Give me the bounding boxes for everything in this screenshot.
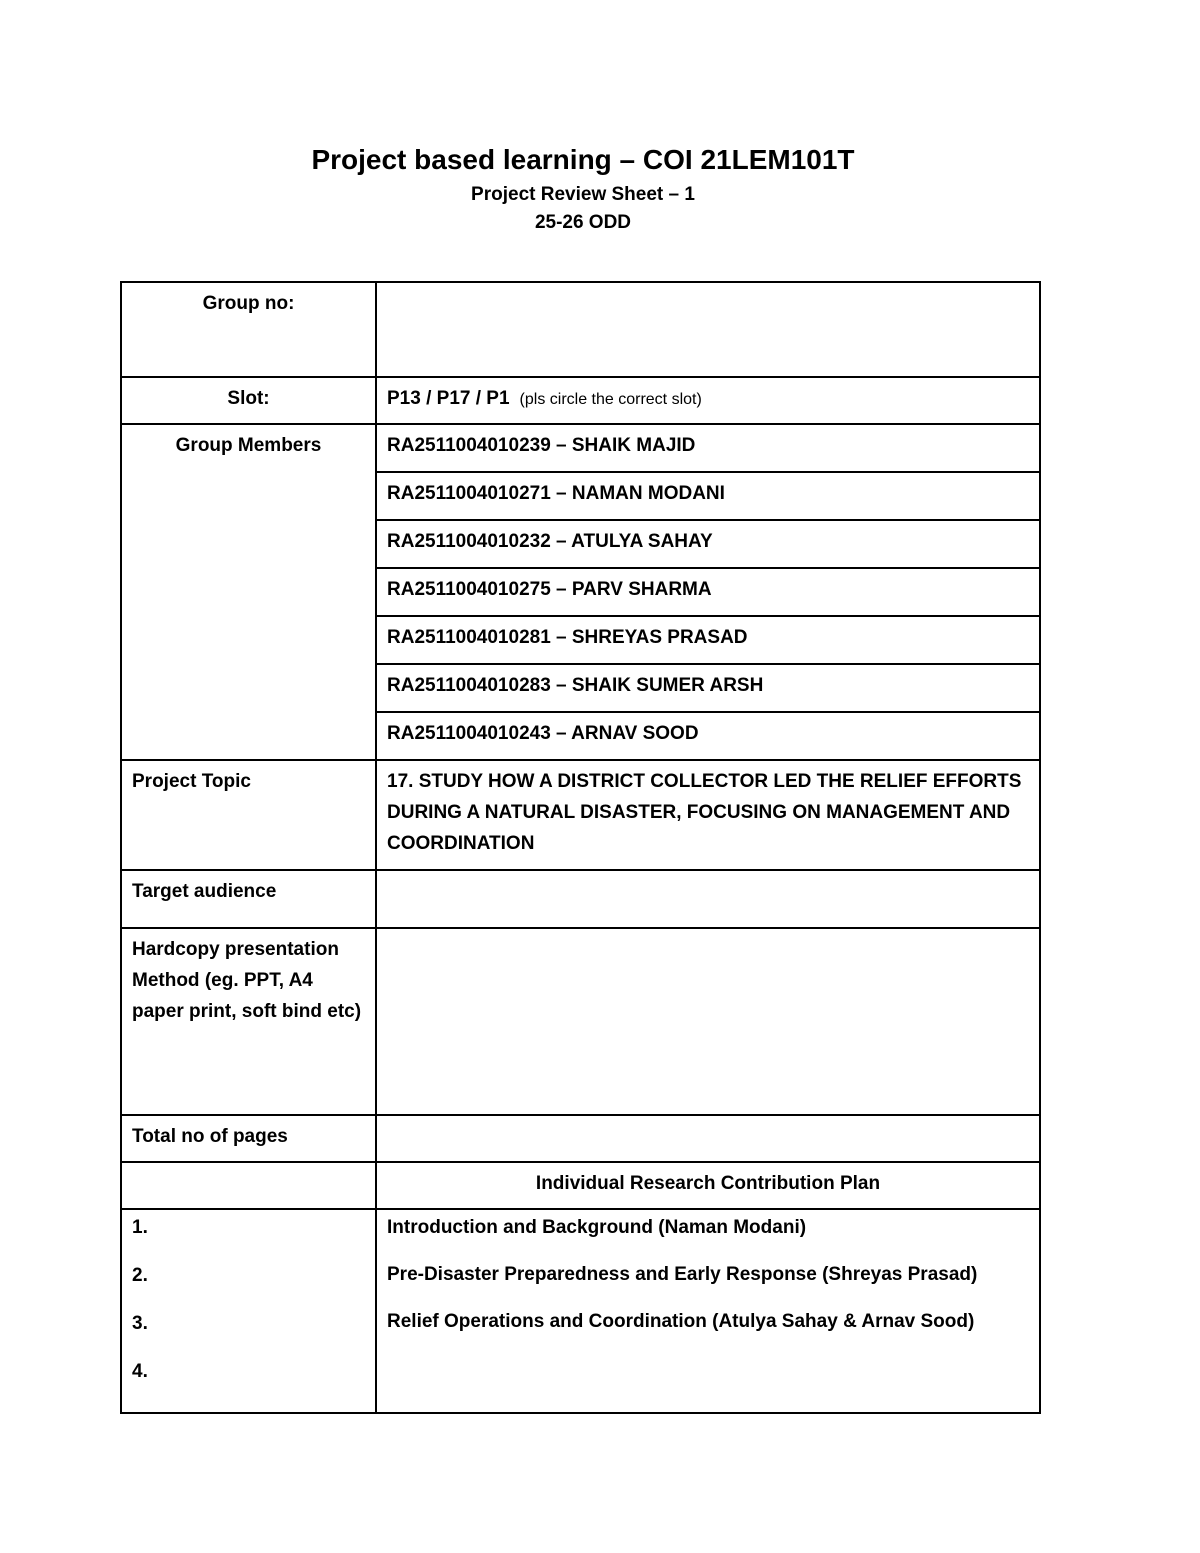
project-topic-value: 17. STUDY HOW A DISTRICT COLLECTOR LED THE RELIEF EFFORTS DURING A NATURAL DISASTER, FOCUSING ON MANAGEMENT AND COORDINATION xyxy=(376,760,1040,870)
member-cell: RA2511004010281 – SHREYAS PRASAD xyxy=(376,616,1040,664)
row-hardcopy xyxy=(121,928,1040,1115)
member-cell: RA2511004010275 – PARV SHARMA xyxy=(376,568,1040,616)
plan-number: 1. xyxy=(132,1217,148,1238)
group-no-value xyxy=(376,282,1040,377)
member-cell: RA2511004010232 – ATULYA SAHAY xyxy=(376,520,1040,568)
plan-number: 2. xyxy=(132,1265,148,1286)
row-total-pages xyxy=(121,1115,1040,1162)
row-contribution-plan xyxy=(121,1209,1040,1413)
hardcopy-value xyxy=(376,928,1040,1115)
contribution-header: Individual Research Contribution Plan xyxy=(376,1162,1040,1209)
plan-item: Introduction and Background (Naman Modani) xyxy=(387,1217,807,1238)
document-title: Project based learning – COI 21LEM101T xyxy=(311,144,855,175)
plan-item: Pre-Disaster Preparedness and Early Response (Shreyas Prasad) xyxy=(387,1264,978,1285)
plan-item: Relief Operations and Coordination (Atulya Sahay & Arnav Sood) xyxy=(387,1311,975,1332)
contribution-header-empty xyxy=(121,1162,376,1209)
member-cell: RA2511004010271 – NAMAN MODANI xyxy=(376,472,1040,520)
row-contribution-header xyxy=(121,1162,1040,1209)
review-sheet-table xyxy=(120,281,1041,1414)
member-cell: RA2511004010243 – ARNAV SOOD xyxy=(376,712,1040,760)
plan-numbers-cell xyxy=(121,1209,376,1413)
member-cell: RA2511004010239 – SHAIK MAJID xyxy=(376,424,1040,472)
hardcopy-label: Hardcopy presentation Method (eg. PPT, A4 paper print, soft bind etc) xyxy=(121,928,376,1115)
group-members-label: Group Members xyxy=(121,424,376,760)
slot-label: Slot: xyxy=(121,377,376,424)
project-topic-label: Project Topic xyxy=(121,760,376,870)
total-pages-value xyxy=(376,1115,1040,1162)
document-term: 25-26 ODD xyxy=(534,212,632,233)
slot-value: P13 / P17 / P1 xyxy=(387,388,510,409)
plan-number: 3. xyxy=(132,1313,148,1334)
row-project-topic xyxy=(121,760,1040,870)
plan-items-cell xyxy=(376,1209,1040,1413)
target-audience-value xyxy=(376,870,1040,928)
plan-item xyxy=(387,1356,1029,1403)
slot-cell xyxy=(376,377,1040,424)
target-audience-label: Target audience xyxy=(121,870,376,928)
slot-note: (pls circle the correct slot) xyxy=(519,391,702,408)
member-cell: RA2511004010283 – SHAIK SUMER ARSH xyxy=(376,664,1040,712)
document-subtitle: Project Review Sheet – 1 xyxy=(471,184,695,205)
row-target-audience xyxy=(121,870,1040,928)
row-group-no xyxy=(121,282,1040,377)
group-no-label: Group no: xyxy=(121,282,376,377)
row-member-1 xyxy=(121,424,1040,472)
row-slot xyxy=(121,377,1040,424)
plan-number: 4. xyxy=(132,1361,148,1382)
total-pages-label: Total no of pages xyxy=(121,1115,376,1162)
